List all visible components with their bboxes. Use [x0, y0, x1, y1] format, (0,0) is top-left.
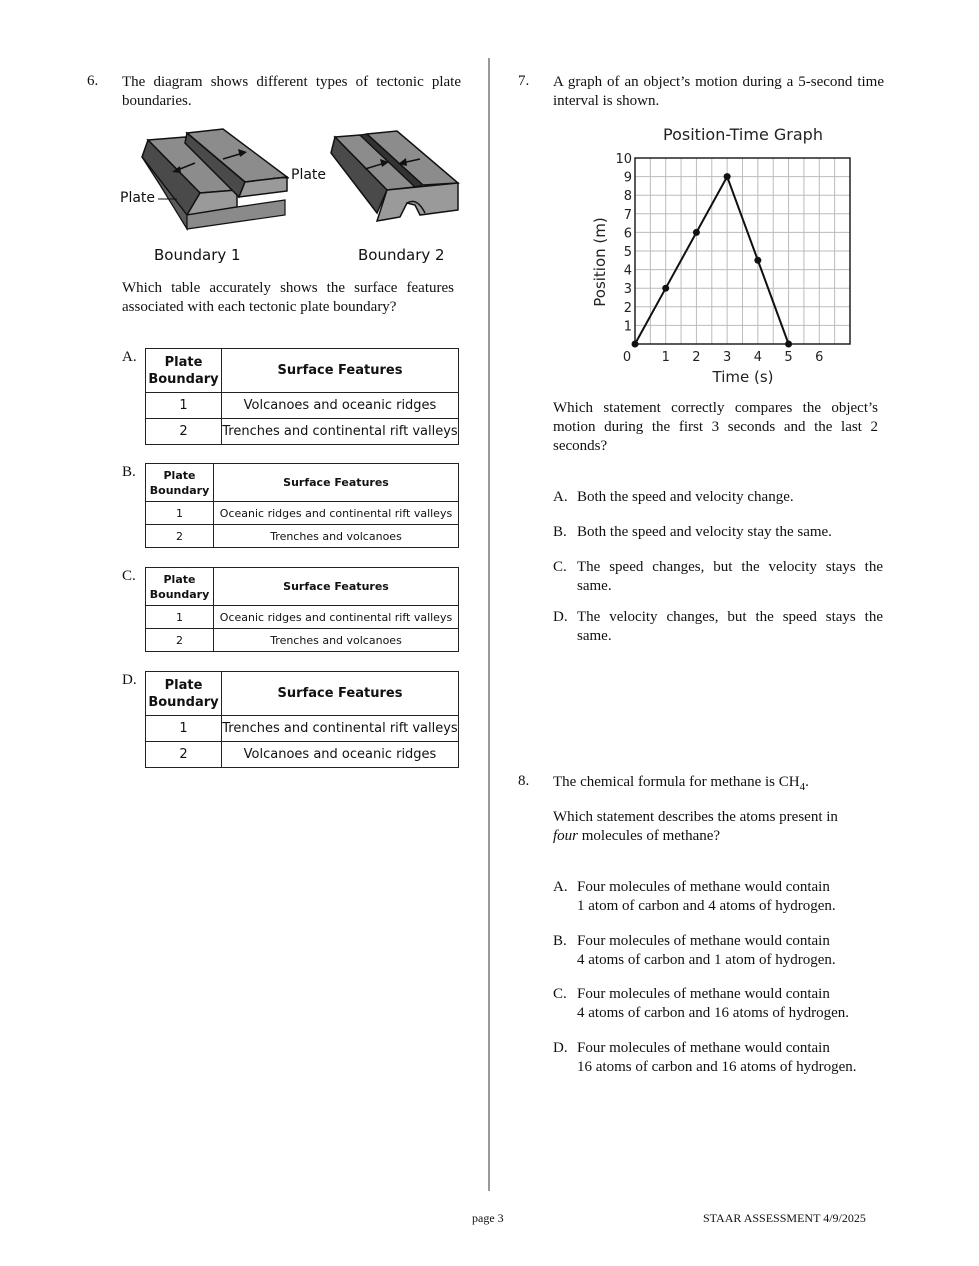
boundary2-block [331, 131, 458, 221]
data-point [724, 173, 731, 180]
data-point [785, 341, 792, 348]
y-tick-label: 3 [623, 282, 632, 298]
y-tick-label: 9 [623, 170, 632, 186]
table-cell-features: Trenches and volcanoes [214, 525, 459, 548]
q8-question [553, 808, 877, 846]
table-cell-features: Trenches and continental rift valleys [222, 419, 459, 445]
option-letter: C. [553, 986, 567, 1002]
option-letter: D. [553, 609, 568, 625]
table-header-boundary: Plate Boundary [146, 349, 222, 393]
chart-y-axis-label: Position (m) [591, 217, 609, 307]
q7-option-b[interactable] [553, 523, 883, 542]
column-divider [488, 58, 490, 1191]
table-header-boundary: Plate Boundary [146, 464, 214, 502]
q6-option-d-letter[interactable]: D. [122, 672, 137, 688]
option-letter: D. [553, 1040, 568, 1056]
data-point [754, 257, 761, 264]
table-cell-boundary: 1 [146, 393, 222, 419]
boundary1-block [142, 129, 287, 229]
q8-question-emphasis: four [553, 828, 579, 844]
table-header-features: Surface Features [214, 568, 459, 606]
q8-stem-subscript: 4 [799, 781, 806, 793]
chart-title: Position-Time Graph [663, 125, 823, 144]
table-cell-features: Volcanoes and oceanic ridges [222, 742, 459, 768]
q7-number: 7. [518, 73, 530, 89]
q7-question: Which statement correctly compares the object’s motion during the first 3 seconds and the last 2 seconds? [553, 400, 878, 454]
option-letter: A. [553, 489, 568, 505]
option-line1: Four molecules of methane would contain [577, 933, 830, 949]
x-tick-label: 6 [815, 350, 824, 365]
plate-label-left: Plate [120, 190, 156, 206]
q6-option-a-table[interactable] [145, 348, 459, 445]
table-header-boundary: Plate Boundary [146, 672, 222, 716]
q6-option-d-table[interactable] [145, 671, 459, 768]
option-line1: Four molecules of methane would contain [577, 879, 830, 895]
x-tick-label: 5 [784, 350, 793, 365]
q7-option-c[interactable] [553, 558, 883, 596]
y-tick-label: 1 [623, 319, 632, 335]
q6-option-b-letter[interactable]: B. [122, 464, 136, 480]
option-text: The velocity changes, but the speed stays the same. [577, 609, 883, 644]
y-tick-label: 6 [623, 226, 632, 242]
y-tick-label: 2 [623, 300, 632, 316]
x-tick-label: 1 [661, 350, 670, 365]
option-letter: B. [553, 933, 567, 949]
q7-option-a[interactable] [553, 488, 883, 507]
option-line2: 16 atoms of carbon and 16 atoms of hydrogen. [577, 1059, 857, 1075]
x-tick-label: 0 [622, 350, 632, 365]
option-text: Both the speed and velocity change. [577, 489, 794, 505]
table-cell-boundary: 1 [146, 502, 214, 525]
boundary2-label: Boundary 2 [358, 246, 445, 264]
table-cell-features: Oceanic ridges and continental rift valleys [214, 606, 459, 629]
table-cell-boundary: 2 [146, 419, 222, 445]
boundary1-label: Boundary 1 [154, 246, 241, 264]
table-header-features: Surface Features [222, 349, 459, 393]
x-tick-label: 3 [723, 350, 732, 365]
q6-option-a-letter[interactable]: A. [122, 349, 137, 365]
y-tick-label: 8 [623, 189, 632, 205]
option-letter: B. [553, 524, 567, 540]
table-cell-boundary: 1 [146, 606, 214, 629]
table-cell-boundary: 1 [146, 716, 222, 742]
q6-option-c-table[interactable] [145, 567, 459, 652]
q7-option-d[interactable] [553, 608, 883, 646]
option-line1: Four molecules of methane would contain [577, 1040, 830, 1056]
y-tick-label: 5 [623, 245, 632, 260]
option-line1: Four molecules of methane would contain [577, 986, 830, 1002]
x-tick-label: 4 [753, 350, 762, 365]
table-cell-features: Trenches and volcanoes [214, 629, 459, 652]
data-point [693, 229, 700, 236]
y-tick-label: 7 [623, 207, 632, 223]
q8-stem-text: The chemical formula for methane is CH [553, 774, 800, 790]
footer-page-number: page 3 [472, 1211, 504, 1225]
q8-question-end: molecules of methane? [581, 828, 721, 844]
option-line2: 4 atoms of carbon and 16 atoms of hydrogen. [577, 1005, 850, 1021]
q6-option-c-letter[interactable]: C. [122, 568, 136, 584]
table-cell-features: Trenches and continental rift valleys [222, 716, 459, 742]
table-cell-boundary: 2 [146, 629, 214, 652]
option-text: The speed changes, but the velocity stays the same. [577, 559, 883, 594]
q8-stem [553, 773, 883, 797]
chart-ticks [615, 152, 823, 365]
position-time-chart [585, 120, 875, 392]
table-header-features: Surface Features [222, 672, 459, 716]
q8-option-d[interactable] [553, 1039, 893, 1077]
option-letter: C. [553, 559, 567, 575]
table-cell-features: Oceanic ridges and continental rift valleys [214, 502, 459, 525]
q8-stem-period: . [805, 774, 809, 790]
option-line2: 1 atom of carbon and 4 atoms of hydrogen. [577, 898, 836, 914]
q6-question: Which table accurately shows the surface features associated with each tectonic plate boundary? [122, 280, 454, 315]
y-tick-label: 4 [623, 263, 632, 279]
table-header-features: Surface Features [214, 464, 459, 502]
plate-label-right: Plate [291, 167, 327, 183]
table-cell-boundary: 2 [146, 525, 214, 548]
chart-grid [635, 158, 850, 344]
q8-question-start: Which statement describes the atoms present in [553, 809, 838, 825]
q8-option-a[interactable] [553, 878, 893, 916]
q6-stem: The diagram shows different types of tectonic plate boundaries. [122, 74, 461, 109]
q6-option-b-table[interactable] [145, 463, 459, 548]
q8-option-b[interactable] [553, 932, 893, 970]
y-tick-label: 10 [615, 152, 632, 167]
table-header-boundary: Plate Boundary [146, 568, 214, 606]
x-tick-label: 2 [692, 350, 701, 365]
footer-assessment: STAAR ASSESSMENT 4/9/2025 [703, 1211, 866, 1225]
data-point [662, 285, 669, 292]
data-point [632, 341, 639, 348]
q6-number: 6. [87, 73, 99, 89]
option-letter: A. [553, 879, 568, 895]
q8-option-c[interactable] [553, 985, 893, 1023]
option-line2: 4 atoms of carbon and 1 atom of hydrogen. [577, 952, 836, 968]
q7-stem: A graph of an object’s motion during a 5-second time interval is shown. [553, 74, 884, 109]
table-cell-features: Volcanoes and oceanic ridges [222, 393, 459, 419]
chart-x-axis-label: Time (s) [712, 368, 774, 386]
q8-number: 8. [518, 773, 530, 789]
option-text: Both the speed and velocity stay the same. [577, 524, 832, 540]
table-cell-boundary: 2 [146, 742, 222, 768]
